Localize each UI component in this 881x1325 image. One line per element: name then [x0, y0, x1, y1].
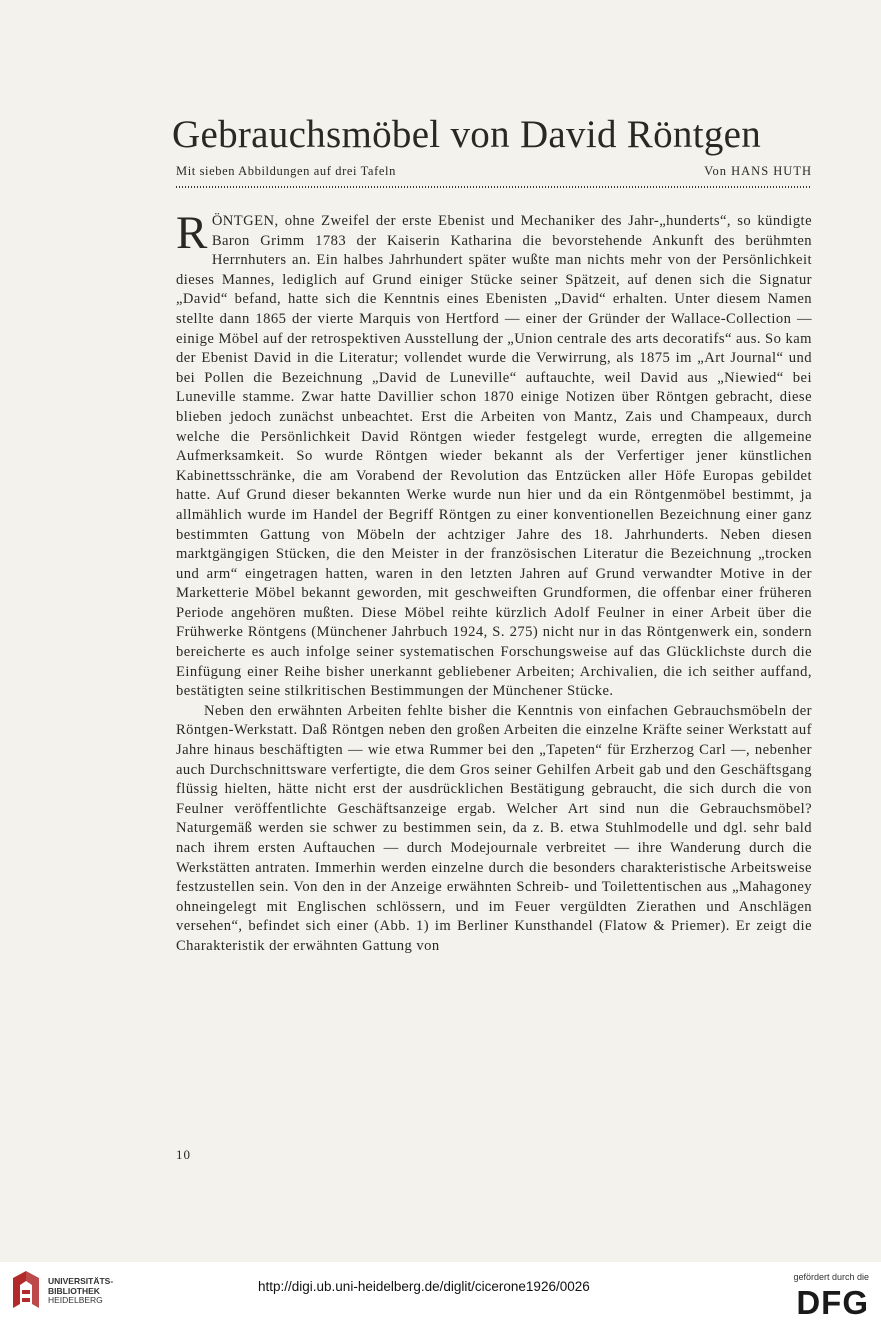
library-line-2: BIBLIOTHEK	[48, 1285, 100, 1296]
footer-bar	[0, 1262, 881, 1325]
article-title: Gebrauchsmöbel von David Röntgen	[172, 113, 762, 156]
library-line-3: HEIDELBERG	[48, 1295, 103, 1305]
dfg-logo: DFG	[796, 1284, 869, 1321]
paragraph	[176, 207, 812, 702]
library-line-1: UNIVERSITÄTS-	[48, 1276, 114, 1286]
paragraph-text: ÖNTGEN, ohne Zweifel der erste Ebenist und Mechaniker des Jahr-„hunderts“, so kündigte Baron Grimm 1783 der Kaiserin Katharina die bevorstehende Ankunft des berühmten Herrnhuters an. Ein halbes Jahrhundert später wußte man nichts mehr von der Persönlichkeit dieses Mannes, lediglich auf Grund einiger Stücke seiner Spätzeit, auf denen sich die Signatur „David“ befand, hatte sich die Kenntnis eines Ebenisten „David“ erhalten. Unter diesem Namen stellte dann 1865 der vierte Marquis von Hertford — einer der Gründer der Wallace-Collection — einige Möbel auf der retrospektiven Ausstellung der „Union centrale des arts decoratifs“ aus. So kam der Ebenist David in die Literatur; vollendet wurde die Verwirrung, als 1875 im „Art Journal“ und bei Pollen die Bezeichnung „David de Luneville“ auftauchte, weil David aus „Niewied“ bei Luneville stamme. Zwar hatte Davillier schon 1870 einige Notizen über Röntgen gebracht, diese blieben jedoch zunächst unbeachtet. Erst die Arbeiten von Mantz, Zais und Champeaux, durch welche die Persönlichkeit David Röntgen wieder festgelegt wurde, erregten die allgemeine Aufmerksamkeit. So wurde Röntgen wieder bekannt als der Verfertiger jener künstlichen Kabinettsschränke, die am Vorabend der Revolution das Entzücken aller Höfe Europas gebildet hatte. Auf Grund dieser bekannten Werke wurde nun hier und da ein Röntgenmöbel bestimmt, ja allmählich wurde im Handel der Begriff Röntgen zu einer konventionellen Bezeichnung einer ganz bestimmten Gattung von Möbeln der achtziger Jahre des 18. Jahrhunderts. Neben diesen marktgängigen Stücken, die den Meister in der französischen Literatur die Bezeichnung „trocken und arm“ eingetragen hatten, waren in den letzten Jahren auf Grund verwandter Motive in der Marketterie Möbel bekannt geworden, mit geschweiften Grundformen, die offenbar einer früheren Periode angehören mußten. Diese Möbel reihte kürzlich Adolf Feulner in einer Arbeit über die Frühwerke Röntgens (Münchener Jahrbuch 1924, S. 275) nicht nur in das Röntgenwerk ein, sondern bereicherte es auch infolge seiner systematischen Forschungsweise auf das Glücklichste durch die Einfügung einer Reihe bisher unerkannt gebliebener Arbeiten; Archivalien, die ich seither auffand, bestätigten seine stilkritischen Bestimmungen der Münchener Stücke.	[176, 213, 812, 700]
drop-cap: R	[176, 207, 208, 259]
dotted-divider	[176, 186, 810, 188]
paragraph: Neben den erwähnten Arbeiten fehlte bisher die Kenntnis von einfachen Gebrauchsmöbeln der Röntgen-Werkstatt. Daß Röntgen neben den großen Arbeiten die einzelne Kräfte seiner Werkstatt auf Jahre hinaus beschäftigten — wie etwa Rummer bei den „Tapeten“ für Erzherzog Carl —, nebenher auch Durchschnittsware verfertigte, die dem Gros seiner Gehilfen Arbeit gab und den Geschäftsgang flüssig hielten, hätte nicht erst der ausdrücklichen Bestätigung gebraucht, die sich durch die von Feulner veröffentlichte Geschäftsanzeige ergab. Welcher Art sind nun die Gebrauchsmöbel? Naturgemäß werden sie schwer zu bestimmen sein, da z. B. etwa Stuhlmodelle und dgl. sehr bald nach ihrem ersten Auftauchen — durch Modejournale verbreitet — ihre Wanderung durch die Werkstätten antraten. Immerhin werden einzelne durch die besonders charakteristische Arbeitsweise festzustellen sein. Von den in der Anzeige erwähnten Schreib- und Toilettentischen aus „Mahagoney ohneingelegt mit Englischen schlössern, und im Feuer vergüldten Zierathen und Anschlägen versehen“, befindet sich einer (Abb. 1) im Berliner Kunsthandel (Flatow & Priemer). Er zeigt die Charakteristik der erwähnten Gattung von	[176, 702, 812, 954]
article-subtitle: Mit sieben Abbildungen auf drei Tafeln	[176, 164, 396, 178]
subtitle-row	[176, 164, 812, 179]
source-url[interactable]: http://digi.ub.uni-heidelberg.de/diglit/cicerone1926/0026	[258, 1279, 590, 1294]
library-name	[48, 1277, 113, 1306]
article-author: Von HANS HUTH	[704, 164, 812, 178]
page-number: 10	[176, 1147, 191, 1162]
article-body	[176, 207, 812, 957]
funded-by-label: gefördert durch die	[793, 1272, 869, 1282]
library-logo-icon	[8, 1268, 44, 1314]
